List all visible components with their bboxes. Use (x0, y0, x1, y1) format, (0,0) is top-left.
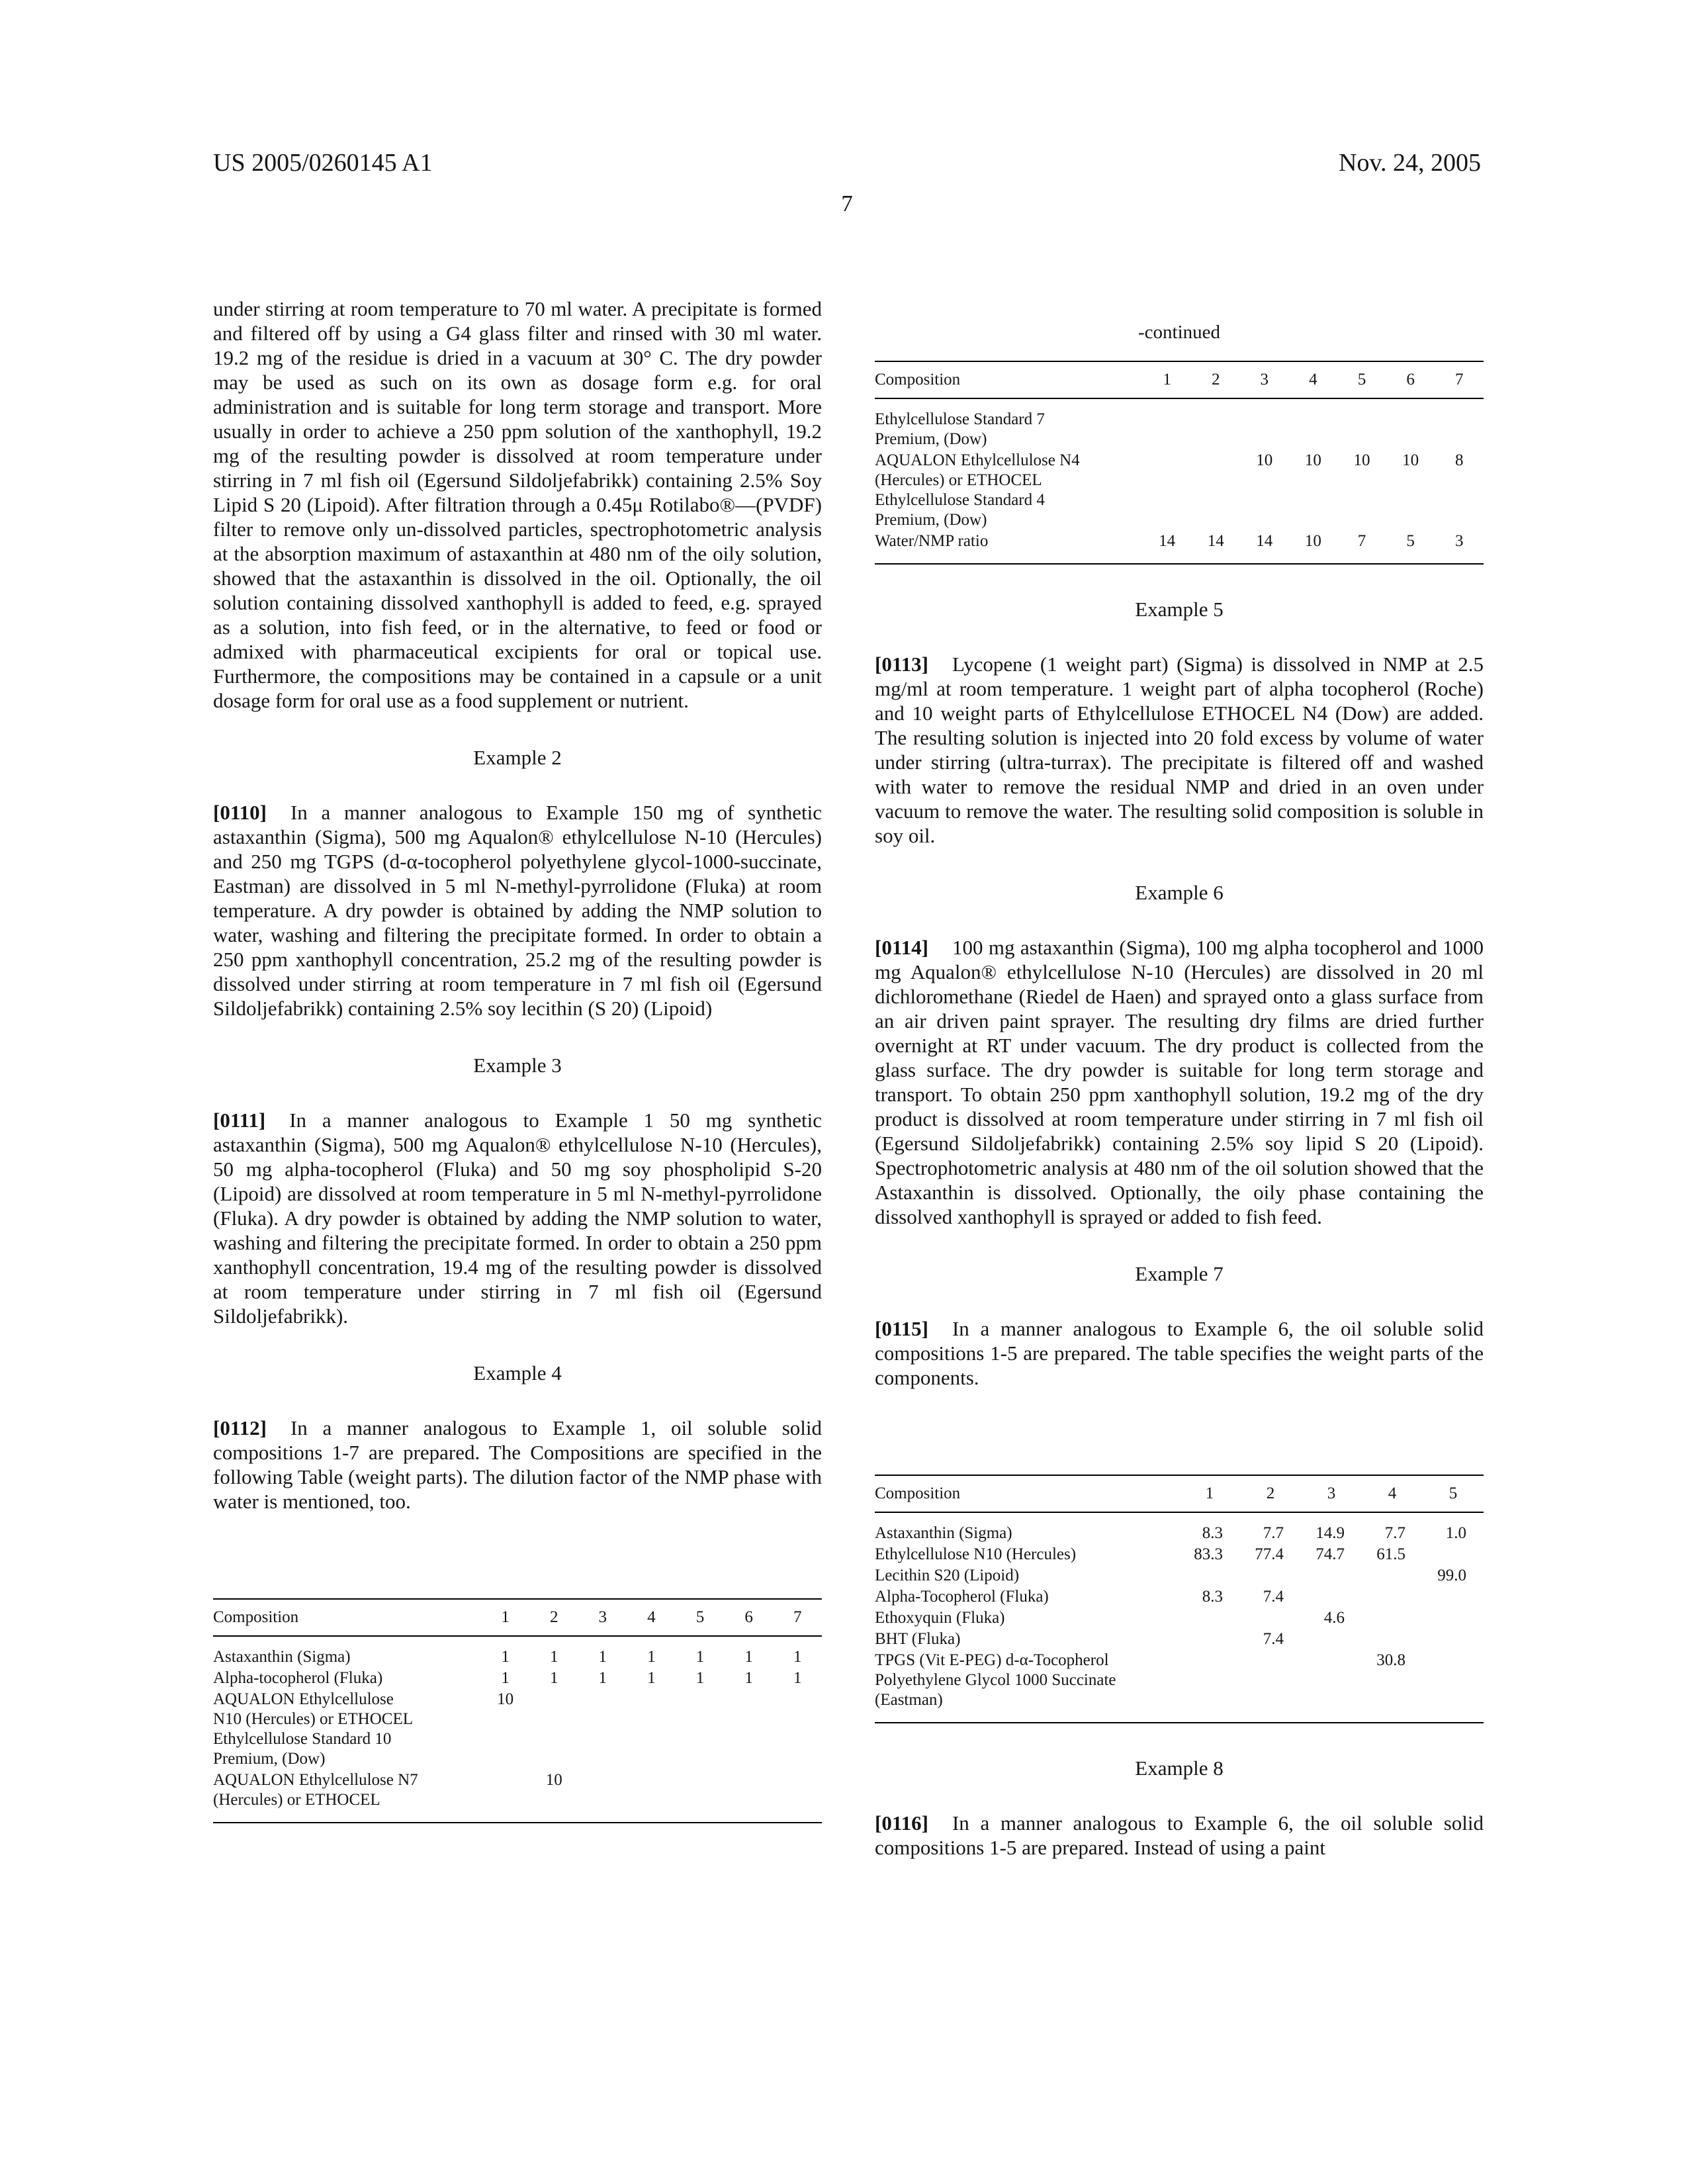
paragraph-0113 (875, 652, 1484, 848)
column-header: 5 (1449, 1484, 1458, 1502)
column-header: 1 (1205, 1484, 1214, 1502)
value-cell (1423, 1544, 1484, 1565)
composition-label: Ethylcellulose Standard 7 Premium, (Dow) (875, 410, 1045, 448)
table-row (875, 1629, 1484, 1650)
table-row (875, 1586, 1484, 1608)
value-cell (1240, 1565, 1301, 1586)
value-cell: 74.7 (1315, 1545, 1345, 1563)
table-row (213, 1636, 822, 1668)
value-cell (1240, 1608, 1301, 1629)
value-cell: 4.6 (1323, 1609, 1345, 1627)
value-cell: 10 (545, 1771, 562, 1789)
value-cell: 30.8 (1376, 1651, 1405, 1669)
paragraph-text: In a manner analogous to Example 1 50 mg synthetic astaxanthin (Sigma), 500 mg Aqualon® ethylcellulose N-10 (Hercules), 50 mg alpha-tocopherol (Fluka) and 50 mg soy phospholipid S-20 (Lipoid) are dissolved at room temperature in 5 ml N-methyl-pyrrolidone (Fluka). A dry powder is obtained by adding the NMP solution to water, washing and filtering the precipitate formed. In order to obtain a 250 ppm xanthophyll concentration, 19.4 mg of the resulting powder is dissolved at room temperature under stirring in 7 ml fish oil (Egersund Sildoljefabrikk). (213, 1109, 822, 1328)
value-cell (1362, 1608, 1423, 1629)
column-header: 7 (793, 1608, 802, 1626)
composition-label: AQUALON Ethylcellulose N7 (Hercules) or ETHOCEL (213, 1771, 418, 1809)
value-cell: 1 (744, 1648, 753, 1666)
value-cell (578, 1770, 627, 1823)
column-header: 5 (1357, 371, 1366, 388)
value-cell: 8.3 (1202, 1588, 1223, 1606)
value-cell: 3 (1454, 532, 1464, 550)
value-cell (1362, 1586, 1423, 1608)
value-cell: 7.4 (1263, 1630, 1284, 1648)
table-row (875, 531, 1484, 564)
value-cell (1386, 398, 1435, 450)
column-header: 2 (549, 1608, 558, 1626)
value-cell (1289, 398, 1338, 450)
table-header-row (875, 361, 1484, 398)
composition-table-1-5 (875, 1475, 1484, 1723)
paragraph-text: In a manner analogous to Example 1, oil soluble solid compositions 1-7 are prepared. The Compositions are specified in the following Table (weight parts). The dilution factor of the NMP phase with water is mentioned, too. (213, 1416, 822, 1513)
composition-label: TPGS (Vit E-PEG) d-α-Tocopherol Polyethylene Glycol 1000 Succinate (Eastman) (875, 1651, 1116, 1709)
composition-label: Astaxanthin (Sigma) (875, 1524, 1012, 1542)
column-header: 1 (1163, 371, 1171, 388)
column-header: 3 (1327, 1484, 1336, 1502)
value-cell: 7.7 (1263, 1524, 1284, 1542)
value-cell: 10 (497, 1690, 514, 1708)
composition-table-continued-block (875, 361, 1484, 565)
value-cell: 10 (1353, 451, 1370, 469)
publication-date: Nov. 24, 2005 (1339, 149, 1481, 177)
value-cell (1423, 1650, 1484, 1723)
value-cell (1191, 398, 1240, 450)
composition-label: Water/NMP ratio (875, 532, 989, 550)
page-number: 7 (841, 191, 853, 216)
value-cell: 1 (549, 1648, 558, 1666)
value-cell (627, 1689, 676, 1770)
value-cell: 14 (1159, 532, 1176, 550)
paragraph-number: [0115] (875, 1317, 928, 1340)
value-cell: 7 (1357, 532, 1366, 550)
composition-label: BHT (Fluka) (875, 1630, 961, 1648)
column-header: 2 (1266, 1484, 1275, 1502)
composition-label: Ethoxyquin (Fluka) (875, 1609, 1005, 1627)
value-cell (1301, 1650, 1362, 1723)
right-column (875, 296, 1484, 1860)
composition-label: AQUALON Ethylcellulose N4 (Hercules) or ETHOCEL Ethylcellulose Standard 4 Premium, (Dow) (875, 451, 1080, 529)
value-cell: 1 (793, 1648, 802, 1666)
value-cell: 5 (1406, 532, 1415, 550)
paragraph-continuation (213, 296, 822, 713)
table-row (875, 1544, 1484, 1565)
value-cell: 1 (647, 1669, 656, 1687)
value-cell (1423, 1586, 1484, 1608)
paragraph-text: In a manner analogous to Example 6, the oil soluble solid compositions 1-5 are prepared. The table specifies the weight parts of the components. (875, 1317, 1484, 1389)
paragraph-0111 (213, 1108, 822, 1328)
paragraph-number: [0112] (213, 1416, 267, 1439)
value-cell (1179, 1608, 1240, 1629)
value-cell: 1 (501, 1669, 510, 1687)
value-cell (725, 1689, 774, 1770)
column-header: Composition (875, 371, 961, 388)
column-header: 6 (744, 1608, 753, 1626)
value-cell: 1 (695, 1648, 705, 1666)
composition-label: Astaxanthin (Sigma) (213, 1648, 351, 1666)
table-row (213, 1689, 822, 1770)
value-cell (676, 1770, 725, 1823)
composition-label: Alpha-Tocopherol (Fluka) (875, 1588, 1049, 1606)
column-header: Composition (875, 1484, 961, 1502)
value-cell: 77.4 (1255, 1545, 1284, 1563)
value-cell: 1 (695, 1669, 705, 1687)
composition-label: Alpha-tocopherol (Fluka) (213, 1669, 383, 1687)
value-cell (1337, 398, 1386, 450)
paragraph-number: [0113] (875, 653, 928, 676)
column-header: 1 (501, 1608, 510, 1626)
composition-table-block (213, 1598, 822, 1823)
paragraph-text: In a manner analogous to Example 6, the oil soluble solid compositions 1-5 are prepared. Instead of using a paint (875, 1811, 1484, 1859)
column-header: 3 (1260, 371, 1269, 388)
value-cell: 14 (1256, 532, 1273, 550)
value-cell (1143, 398, 1192, 450)
value-cell: 7.7 (1384, 1524, 1405, 1542)
value-cell (578, 1689, 627, 1770)
paragraph-number: [0114] (875, 936, 928, 959)
paragraph-text: 100 mg astaxanthin (Sigma), 100 mg alpha tocopherol and 1000 mg Aqualon® ethylcellulose N-10 (Hercules) are dissolved in 20 ml dichloromethane (Riedel de Haen) and sprayed onto a glass surface from an air driven paint sprayer. The resulting dry films are dried further overnight at RT under vacuum. The dry product is collected from the glass surface. The dry powder is suitable for long term storage and transport. To obtain 250 ppm xanthophyll solution, 19.2 mg of the dry product is dissolved at room temperature under stirring in 7 ml fish oil (Egersund Sildoljefabrikk) containing 2.5% soy lipid S 20 (Lipoid). Spectrophotometric analysis at 480 nm of the oil solution showed that the Astaxanthin is dissolved. Optionally, the oily phase containing the dissolved xanthophyll is sprayed or added to fish feed. (875, 936, 1484, 1228)
value-cell (1435, 398, 1484, 450)
value-cell: 14.9 (1315, 1524, 1345, 1542)
value-cell (1301, 1565, 1362, 1586)
value-cell (1362, 1565, 1423, 1586)
table-row (875, 1608, 1484, 1629)
value-cell (773, 1689, 822, 1770)
value-cell (1423, 1608, 1484, 1629)
value-cell: 1 (549, 1669, 558, 1687)
example-2-heading: Example 2 (473, 746, 562, 769)
table-continued-label: -continued (1137, 322, 1220, 343)
paragraph-text: In a manner analogous to Example 150 mg of synthetic astaxanthin (Sigma), 500 mg Aqualon® ethylcellulose N-10 (Hercules) and 250 mg TGPS (d-α-tocopherol polyethylene glycol-1000-succinate, Eastman) are dissolved in 5 ml N-methyl-pyrrolidone (Fluka) at room temperature. A dry powder is obtained by adding the NMP solution to water, washing and filtering the precipitate formed. In order to obtain a 250 ppm xanthophyll concentration, 25.2 mg of the resulting powder is dissolved under stirring at room temperature in 7 ml fish oil (Egersund Sildoljefabrikk) containing 2.5% soy lecithin (S 20) (Lipoid) (213, 801, 822, 1020)
column-header: Composition (213, 1608, 299, 1626)
paragraph-0116 (875, 1811, 1484, 1860)
value-cell (627, 1770, 676, 1823)
composition-label: AQUALON Ethylcellulose N10 (Hercules) or ETHOCEL Ethylcellulose Standard 10 Premium, (Dow) (213, 1690, 413, 1768)
paragraph-0112 (213, 1416, 822, 1514)
example-4-heading: Example 4 (473, 1361, 562, 1385)
column-header: 4 (647, 1608, 656, 1626)
table-row (213, 1770, 822, 1823)
paragraph-0110 (213, 800, 822, 1021)
column-header: 6 (1406, 371, 1415, 388)
table-row (875, 1650, 1484, 1723)
composition-table-1-7 (213, 1598, 822, 1823)
value-cell: 61.5 (1376, 1545, 1405, 1563)
value-cell: 1 (744, 1669, 753, 1687)
value-cell: 1 (793, 1669, 802, 1687)
value-cell: 99.0 (1437, 1567, 1466, 1584)
value-cell (481, 1770, 530, 1823)
value-cell: 14 (1207, 532, 1224, 550)
example-6-heading: Example 6 (1135, 881, 1224, 904)
value-cell (1301, 1586, 1362, 1608)
value-cell (725, 1770, 774, 1823)
paragraph-text: Lycopene (1 weight part) (Sigma) is dissolved in NMP at 2.5 mg/ml at room temperature. 1 weight part of alpha tocopherol (Roche) and 10 weight parts of Ethylcellulose ETHOCEL N4 (Dow) are added. The resulting solution is injected into 20 fold excess by volume of water under stirring (ultra-turrax). The precipitate is filtered off and washed with water to remove the residual NMP and dried in an oven under vacuum to remove the water. The resulting solid composition is soluble in soy oil. (875, 653, 1484, 847)
page-header (213, 148, 1481, 177)
table-header-row (875, 1475, 1484, 1512)
value-cell (773, 1770, 822, 1823)
value-cell (1301, 1629, 1362, 1650)
paragraph-0115 (875, 1316, 1484, 1390)
value-cell: 10 (1402, 451, 1419, 469)
table-row (875, 450, 1484, 531)
table-header-row (213, 1599, 822, 1636)
value-cell (676, 1689, 725, 1770)
value-cell (1143, 450, 1192, 531)
paragraph-number: [0116] (875, 1811, 928, 1835)
value-cell: 1.0 (1445, 1524, 1466, 1542)
column-header: 4 (1309, 371, 1317, 388)
value-cell (1179, 1650, 1240, 1723)
value-cell (1240, 398, 1289, 450)
value-cell: 8 (1454, 451, 1464, 469)
value-cell: 7.4 (1263, 1588, 1284, 1606)
value-cell (1423, 1629, 1484, 1650)
example-5-heading: Example 5 (1135, 598, 1224, 621)
table-row (213, 1668, 822, 1689)
value-cell: 1 (598, 1669, 607, 1687)
column-header: 7 (1454, 371, 1464, 388)
value-cell: 10 (1304, 451, 1321, 469)
value-cell (1191, 450, 1240, 531)
example-8-heading: Example 8 (1135, 1756, 1224, 1780)
left-column (213, 296, 822, 1823)
composition-label: Lecithin S20 (Lipoid) (875, 1567, 1020, 1584)
value-cell (1179, 1629, 1240, 1650)
column-header: 2 (1211, 371, 1220, 388)
paragraph-text: under stirring at room temperature to 70 ml water. A precipitate is formed and filtered off by using a G4 glass filter and rinsed with 30 ml water. 19.2 mg of the residue is dried in a vacuum at 30° C. The dry powder may be used as such on its own as dosage form e.g. for oral administration and is suitable for long term storage and transport. More usually in order to achieve a 250 ppm solution of the xanthophyll, 19.2 mg of the resulting powder is dissolved at room temperature under stirring in 7 ml fish oil (Egersund Sildoljefabrikk) containing 2.5% Soy Lipid S 20 (Lipoid). After filtration through a 0.45μ Rotilabo®—(PVDF) filter to remove only un-dissolved particles, spectrophotometric analysis at the absorption maximum of astaxanthin at 480 nm of the oily solution, showed that the astaxanthin is dissolved in the oil. Optionally, the oil solution containing dissolved xanthophyll is added to feed, e.g. sprayed as a solution, into fish feed, or in the alternative, to feed or food or admixed with pharmaceutical excipients for oral or topical use. Furthermore, the compositions may be contained in a capsule or a unit dosage form for oral use as a food supplement or nutrient. (213, 297, 822, 712)
value-cell (1240, 1650, 1301, 1723)
composition-table-1-7-continued (875, 361, 1484, 565)
paragraph-number: [0111] (213, 1109, 266, 1132)
column-header: 3 (598, 1608, 607, 1626)
column-header: 4 (1388, 1484, 1397, 1502)
column-header: 5 (695, 1608, 705, 1626)
value-cell: 83.3 (1194, 1545, 1223, 1563)
value-cell: 1 (598, 1648, 607, 1666)
value-cell (1362, 1629, 1423, 1650)
value-cell (1179, 1565, 1240, 1586)
value-cell: 1 (647, 1648, 656, 1666)
value-cell: 8.3 (1202, 1524, 1223, 1542)
value-cell: 10 (1256, 451, 1273, 469)
example-7-heading: Example 7 (1135, 1262, 1224, 1285)
table-row (875, 1512, 1484, 1544)
table-row (875, 398, 1484, 450)
composition-table-2-block (875, 1475, 1484, 1723)
table-row (875, 1565, 1484, 1586)
publication-number: US 2005/0260145 A1 (213, 149, 433, 177)
paragraph-0114 (875, 935, 1484, 1229)
value-cell: 10 (1304, 532, 1321, 550)
value-cell: 1 (501, 1648, 510, 1666)
value-cell (529, 1689, 578, 1770)
paragraph-number: [0110] (213, 801, 267, 824)
example-3-heading: Example 3 (473, 1054, 562, 1077)
composition-label: Ethylcellulose N10 (Hercules) (875, 1545, 1077, 1563)
